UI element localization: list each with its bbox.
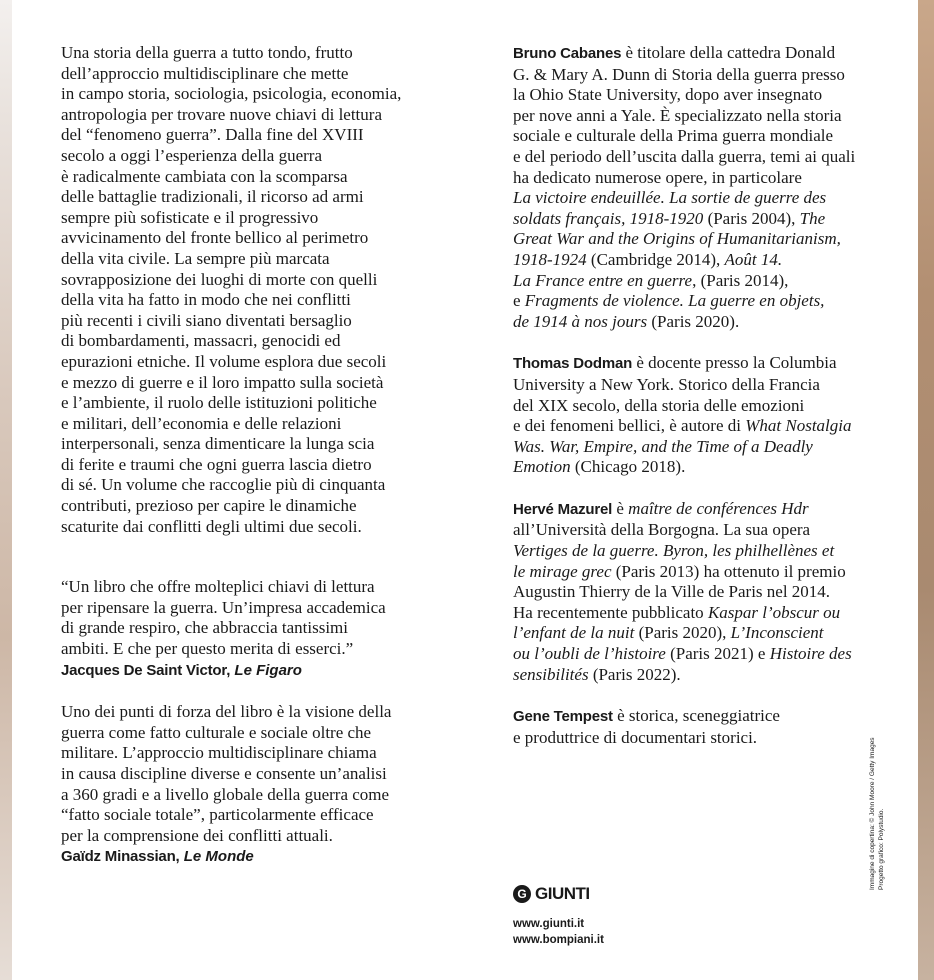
bio-tempest: Gene Tempest è storica, sceneggiatrice e produttrice di documentari storici.: [513, 706, 780, 747]
review-source: Le Figaro: [234, 661, 302, 679]
image-credits: [868, 737, 886, 890]
bio-mazurel: Hervé Mazurel è maître de conférences Hdr all’Università della Borgogna. La sua opera Vertiges de la guerre. Byron, les philhellènes et le mirage grec (Paris 2013) ha ottenuto il premio Augustin Thierry de la Ville de Paris nel 2014. Ha recentemente pubblicato Kaspar l’obscur ou l’enfant de la nuit (Paris 2020), L’Inconscient ou l’oubli de l’histoire (Paris 2021) e Histoire des sensibilités (Paris 2022).: [513, 498, 852, 684]
review-attribution-figaro: [61, 660, 421, 682]
book-description: Una storia della guerra a tutto tondo, frutto dell’approccio multidisciplinare che mette in campo storia, sociologia, psicologia, economia, antropologia per trovare nuove chiavi di lettura del “fenomeno guerra”. Dalla fine del XVIII secolo a oggi l’esperienza della guerra è radicalmente cambiata con la scomparsa delle battaglie tradizionali, il ricorso ad armi sempre più sofisticate e il progressivo avvicinamento del fronte bellico al perimetro della vita civile. La sempre più marcata sovrapposizione dei luoghi di morte con quelli della vita ha fatto in modo che nei conflitti più recenti i civili siano diventati bersaglio di bombardamenti, massacri, genocidi ed epurazioni etniche. Il volume esplora due secoli e mezzo di guerre e il loro impatto sulla società e l’ambiente, il ruolo delle istituzioni politiche e militari, dell’economia e delle relazioni interpersonali, senza dimenticare la lunga scia di ferite e traumi che ogni guerra lascia dietro di sé. Un volume che raccoglie più di cinquanta contributi, prezioso per capire le dinamiche scaturite dai conflitti degli ultimi due secoli.: [61, 43, 402, 536]
reviewer-name: Gaïdz Minassian,: [61, 848, 180, 866]
graphic-design-credit: Progetto grafico: Polystudio.: [878, 808, 885, 890]
cover-photo-edge-left: [0, 0, 12, 980]
cover-image-credit: Immagine di copertina: © John Moore / Getty Images: [869, 737, 876, 890]
giunti-logo-icon: G: [513, 885, 531, 903]
publisher-url-giunti[interactable]: www.giunti.it: [513, 918, 585, 930]
author-name: Gene Tempest: [513, 708, 613, 726]
author-name: Thomas Dodman: [513, 355, 633, 373]
review-attribution-monde: [61, 846, 421, 868]
bio-cabanes: Bruno Cabanes è titolare della cattedra Donald G. & Mary A. Dunn di Storia della guerra presso la Ohio State University, dopo aver insegnato per nove anni a Yale. È specializzato nella storia sociale e culturale della Prima guerra mondiale e del periodo dell’uscita dalla guerra, temi ai quali ha dedicato numerose opere, in particolare La victoire endeuillée. La sortie de guerre des soldats français, 1918-1920 (Paris 2004), The Great War and the Origins of Humanitarianism, 1918-1924 (Cambridge 2014), Août 14. La France entre en guerre, (Paris 2014), e Fragments de violence. La guerre en objets, de 1914 à nos jours (Paris 2020).: [513, 43, 856, 331]
publisher-url-bompiani[interactable]: www.bompiani.it: [513, 934, 604, 946]
author-bios: [513, 43, 881, 748]
author-name: Hervé Mazurel: [513, 500, 613, 518]
review-source: Le Monde: [183, 848, 254, 866]
review-quote-monde: Uno dei punti di forza del libro è la visione della guerra come fatto culturale e sociale oltre che militare. L’approccio multidisciplinare chiama in causa discipline diverse e consente un’analisi a 360 gradi e a livello globale della guerra come “fatto sociale totale”, particolarmente efficace per la comprensione dei conflitti attuali.: [61, 702, 392, 845]
reviewer-name: Jacques De Saint Victor,: [61, 661, 231, 679]
bio-dodman: Thomas Dodman è docente presso la Columbia University a New York. Storico della Francia del XIX secolo, della storia delle emozioni e dei fenomeni bellici, è autore di What Nostalgia Was. War, Empire, and the Time of a Deadly Emotion (Chicago 2018).: [513, 353, 852, 477]
publisher-urls: [513, 916, 604, 948]
author-name: Bruno Cabanes: [513, 45, 622, 62]
publisher-logo-text: GIUNTI: [535, 884, 590, 903]
cover-photo-edge-right: [918, 0, 934, 980]
publisher-logo: [513, 884, 590, 904]
left-column: [61, 43, 421, 868]
review-quote-figaro: “Un libro che offre molteplici chiavi di lettura per ripensare la guerra. Un’impresa accademica di grande respiro, che abbraccia tantissimi ambiti. E che per questo merita di esserci.”: [61, 577, 386, 659]
